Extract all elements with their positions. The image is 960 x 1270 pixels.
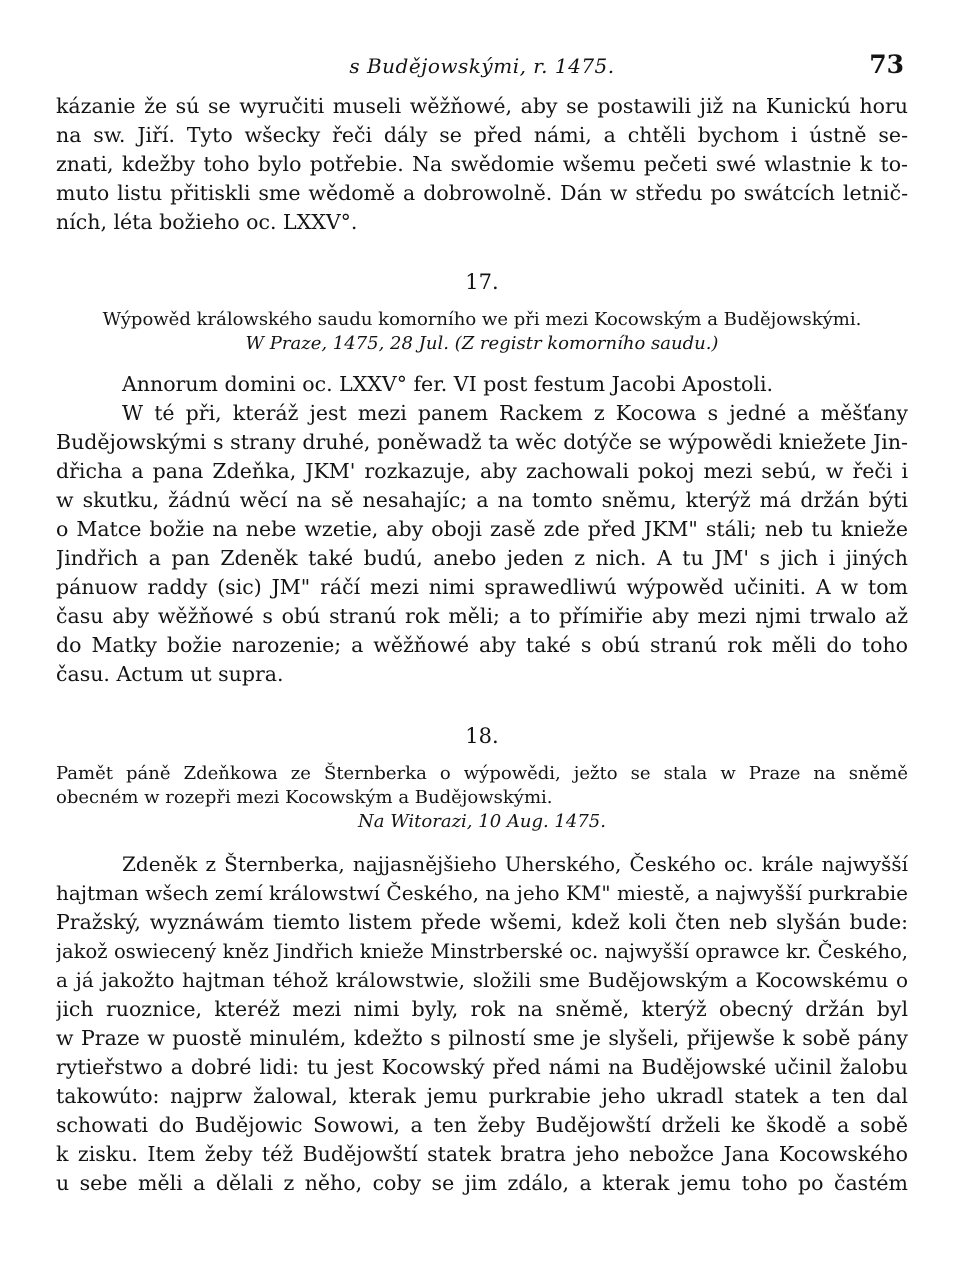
document-18-body [56, 850, 908, 1198]
text-line: k zisku. Item žeby též Budějowští statek bratra jeho nebožce Jana Kocowského [56, 1142, 908, 1166]
page-number: 73 [869, 50, 904, 79]
opening-paragraph [56, 92, 908, 237]
text-line: Budějowskými s strany druhé, poněwadž ta wěc dotýče se wýpowědi kniežete Jin- [56, 430, 908, 454]
text-line: muto listu přitiskli sme wědomě a dobrowolně. Dán w středu po swátcích letnič- [56, 181, 908, 205]
text-line: znati, kdežby toho bylo potřebie. Na swědomie wšemu pečeti swé wlastnie k to- [56, 152, 908, 176]
text-line: Pražský, wyznáwám tiemto listem přede wšemi, kdež koli čten neb slyšán bude: [56, 910, 908, 934]
text-line: jich ruoznice, kteréž mezi nimi byly, rok na sněmě, kterýž obecný držán byl [56, 997, 908, 1021]
document-17-date-source: W Praze, 1475, 28 Jul. (Z registr komorního saudu.) [245, 333, 719, 354]
document-18-summary-line1: Pamět páně Zdeňkowa ze Šternberka o wýpowědi, ježto se stala w Praze na sněmě [56, 763, 908, 784]
text-line: a já jakožto hajtman téhož králowstwie, složili sme Budějowským a Kocowskému o [56, 968, 908, 992]
text-line: o Matce božie na nebe wzetie, aby oboji zasě zde před JKM" stáli; neb tu knieže [56, 517, 908, 541]
document-number-17: 17. [465, 270, 499, 294]
running-title: s Budějowskými, r. 1475. [349, 54, 615, 78]
text-line: času aby wěžňowé s obú stranú rok měli; a to přímiřie aby mezi njmi trwalo až [56, 604, 908, 628]
text-line: dřicha a pana Zdeňka, JKM' rozkazuje, aby zachowali pokoj mezi sebú, w řeči i [56, 459, 908, 483]
text-line: jakož oswiecený kněz Jindřich knieže Minstrberské oc. najwyšší oprawce kr. Českého, [56, 940, 908, 963]
text-line: pánuow raddy (sic) JM" ráčí mezi nimi sprawedliwú wýpowěd učiniti. A w tom [56, 575, 908, 599]
text-line: w Praze w puostě minulém, kdežto s pilností sme je slyšeli, přijewše k sobě pány [56, 1026, 908, 1050]
text-line: u sebe měli a dělali z něho, coby se jim zdálo, a kterak jemu toho po častém [56, 1171, 908, 1195]
document-number-18: 18. [465, 724, 499, 748]
running-header [56, 50, 908, 84]
text-line: hajtman wšech zemí králowstwí Českého, na jeho KM" miestě, a najwyšší purkrabie [56, 881, 908, 905]
document-17-body [56, 370, 908, 689]
text-line: rytieřstwo a dobré lidi: tu jest Kocowský před námi na Budějowské učinil žalobu [56, 1055, 908, 1079]
document-18-date: Na Witorazi, 10 Aug. 1475. [358, 811, 606, 832]
text-line: na sw. Jiří. Tyto wšecky řeči dály se před námi, a chtěli bychom i ústně se- [56, 123, 908, 147]
document-18-summary-line2: obecném w rozepři mezi Kocowským a Budějowskými. [56, 787, 553, 808]
text-line: Zdeněk z Šternberka, najjasnějšieho Uherského, Českého oc. krále najwyšší [122, 852, 908, 876]
document-17-summary: Wýpowěd králowského saudu komorního we při mezi Kocowským a Budějowskými. [102, 309, 862, 330]
text-line: kázanie že sú se wyručiti museli wěžňowé, aby se postawili již na Kunickú horu [56, 94, 908, 118]
text-line: W té při, kteráž jest mezi panem Rackem z Kocowa s jedné a měšťany [122, 401, 908, 425]
text-line: ních, léta božieho oc. LXXV°. [56, 210, 358, 234]
text-line: takowúto: najprw žalowal, kterak jemu purkrabie jeho ukradl statek a ten dal [56, 1084, 908, 1108]
document-17-heading [56, 308, 908, 356]
text-line: Annorum domini oc. LXXV° fer. VI post festum Jacobi Apostoli. [122, 372, 774, 396]
text-line: w skutku, žádnú wěcí na sě nesahajíc; a na tomto sněmu, kterýž má držán býti [56, 488, 908, 512]
text-line: do Matky božie narozenie; a wěžňowé aby také s obú stranú rok měli do toho [56, 633, 908, 657]
text-line: času. Actum ut supra. [56, 662, 284, 686]
text-line: Jindřich a pan Zdeněk také budú, anebo jeden z nich. A tu JM' s jich i jiných [56, 546, 908, 570]
text-line: schowati do Budějowic Sowowi, a ten žeby Budějowští drželi ke škodě a sobě [56, 1113, 908, 1137]
document-18-heading [56, 762, 908, 834]
